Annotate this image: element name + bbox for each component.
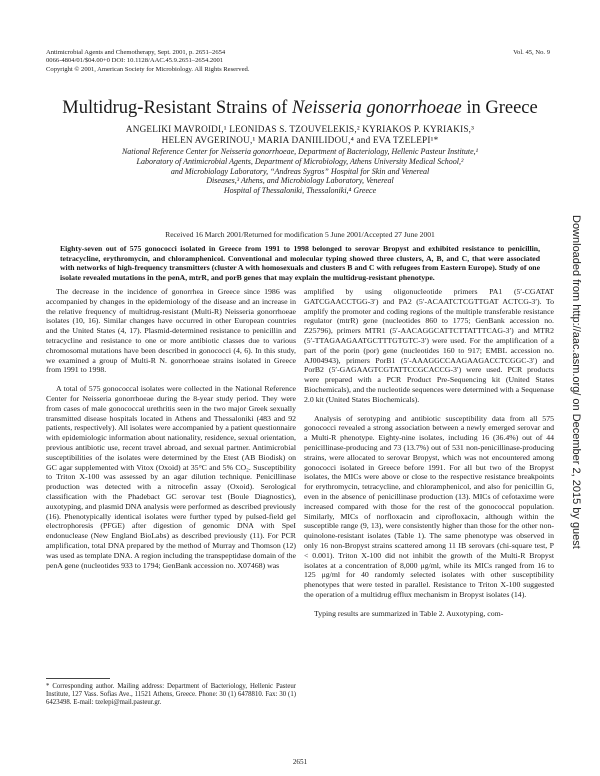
title-pre: Multidrug-Resistant Strains of: [62, 98, 292, 118]
download-watermark: [570, 215, 590, 675]
received-dates: Received 16 March 2001/Returned for modification 5 June 2001/Accepted 27 June 2001: [165, 230, 435, 239]
running-header: [46, 49, 249, 74]
author-list: [60, 124, 540, 146]
affiliation-line: Diseases,³ Athens, and Microbiology Laboratory, Venereal: [206, 176, 394, 186]
affiliation-line: Hospital of Thessaloniki, Thessaloniki,⁴ Greece: [223, 186, 377, 196]
body-paragraph: A total of 575 gonococcal isolates were collected in the National Reference Center for Neisseria gonorrhoeae during the 8-year study period. They were from cases of male gonococcal urethritis seen in the two major Greek sexually transmitted disease hospitals located in Athens and Thessaloniki (483 and 92 patients, respectively). All isolates were accompanied by a patient questionnaire with epidemiologic information about nationality, residence, sexual orientation, previous antibiotic use, recent travel abroad, and sexual partner. Antimicrobial susceptibilities of the isolates were determined by the Etest (AB Biodisk) on GC agar supplemented with Vitox (Oxoid) at 35°C and 5% CO₂. Susceptibility to Triton X-100 was assessed by an agar dilution technique. Penicillinase production was detected with a nitrocefin assay (Oxoid). Serological classification with the Phadebact GC serovar test (Boule Diagnostics), auxotyping, and plasmid DNA analysis were performed as described previously (16). Phenotypically identical isolates were further typed by pulsed-field gel electrophoresis (PFGE) after digestion of genomic DNA with SpeI endonuclease (New England BioLabs) as described previously (11). For PCR amplification, total DNA prepared by the method of Murray and Thomson (12) was used as template DNA. A region including the transpeptidase domain of the penA gene (nucleotides 933 to 1794; GenBank accession no. X07468) was: [46, 384, 296, 570]
title-post: in Greece: [461, 98, 538, 118]
affiliations: [60, 147, 540, 196]
body-paragraph: The decrease in the incidence of gonorrhea in Greece since 1986 was accompanied by changes in the epidemiology of the disease and an increase in the relative frequency of multidrug-resistant (Multi-R) Neisseria gonorrhoeae isolates (10, 16). Similar changes have occurred in other European countries and the United States (4, 17). Plasmid-determined resistance to penicillin and tetracycline and resistance to one or more antibiotic classes due to various chromosomal mutations have been described in gonococci (4, 6). In this study, we examined a group of Multi-R N. gonorrhoeae strains isolated in Greece from 1991 to 1998.: [46, 287, 296, 375]
body-paragraph: Typing results are summarized in Table 2. Auxotyping, com-: [314, 608, 504, 618]
body-paragraph: Analysis of serotyping and antibiotic susceptibility data from all 575 gonococci revealed a strong association between a newly emerged serovar and a Multi-R phenotype. Eighty-nine isolates, including 16 (36.4%) out of 44 penicillinase-producing and 73 (13.7%) out of 531 non-penicillinase-producing strains, were allocated to serovar Bropyst, which was not encountered among gonococci isolated in Greece before 1991. For all but two of the Bropyst isolates, the MICs were above or close to the respective resistance breakpoints for erythromycin, tetracycline, and chloramphenicol, and also for penicillin G, even in the absence of penicillinase production (13). MICs of cefotaxime were increased compared with those for the rest of the gonococcal population. Similarly, MICs of norfloxacin and ciprofloxacin, although within the susceptible range (9, 13), were consistently higher than those for the other non-quinolone-resistant isolates (Table 1). The same phenotype was observed in only 16 non-Bropyst strains scattered among 11 IB serovars (chi-square test, P < 0.001). Triton X-100 did not inhibit the growth of the Multi-R Bropyst isolates at a concentration of 8,000 μg/ml, while its MICs ranged from 16 to 125 μg/ml for 40 randomly selected isolates with other susceptibility phenotypes that were tested in parallel. Resistance to Triton X-100 suggested the operation of a multidrug efflux mechanism in Bropyst isolates (14).: [304, 413, 554, 599]
title-organism: Neisseria gonorrhoeae: [291, 98, 462, 118]
article-title: [0, 97, 600, 119]
download-watermark-text: Downloaded from http://aac.asm.org/ on December 2, 2015 by guest: [570, 215, 582, 549]
authors-line-2: HELEN AVGERINOU,¹ MARIA DANIILIDOU,⁴ and EVA TZELEPI¹*: [161, 135, 439, 145]
footnote-divider: [46, 678, 110, 679]
affiliation-line: National Reference Center for Neisseria gonorrhoeae, Department of Bacteriology, Hellenic Pasteur Institute,¹: [121, 147, 479, 156]
journal-citation: Antimicrobial Agents and Chemotherapy, Sept. 2001, p. 2651–2654: [46, 49, 226, 56]
page-number: 2651: [292, 758, 308, 766]
corresponding-author-footnote: [46, 678, 296, 708]
affiliation-line: and Microbiology Laboratory, “Andreas Sygros” Hospital for Skin and Venereal: [170, 166, 430, 176]
abstract: Eighty-seven out of 575 gonococci isolated in Greece from 1991 to 1998 belonged to serovar Bropyst and exhibited resistance to penicillin, tetracycline, erythromycin, and chloramphenicol. Conventional and molecular typing showed three clusters, A, B, and C, that were associated with networks of high-frequency transmitters (cluster A with homosexuals and clusters B and C with refugees from Eastern Europe). Study of one isolate revealed mutations in the penA, mtrR, and porB genes that may explain the multidrug-resistant phenotype.: [60, 244, 540, 282]
volume-issue: Vol. 45, No. 9: [513, 49, 550, 56]
body-column-right: [304, 287, 554, 619]
issn-doi: 0066-4804/01/$04.00+0 DOI: 10.1128/AAC.45.9.2651–2654.2001: [46, 57, 224, 65]
body-paragraph: amplified by using oligonucleotide primers PA1 (5′-CGATAT GATCGAACCTGG-3′) and PA2 (5′-ACAATCTCGTTGAT ACTCG-3′). To amplify the promoter and coding regions of the multiple transferable resistance regulator (mtrR) gene (nucleotides 860 to 1775; GenBank accession no. Z25796), primers MTR1 (5′-AACAGGCATTCTTATTTCAG-3′) and MTR2 (5′-TTAGAAGAATGCTTTGTGTC-3′) were used. For the amplification of a part of the porin (por) gene (nucleotides 160 to 917; EMBL accession no. AJ004943), primers PorB1 (5′-AAAGGCCAAGAAGACCTCGGC-3′) and PorB2 (5′-GAGAAGTCGTATTCCGCACCG-3′) were used. PCR products were prepared with a PCR Product Pre-Sequencing kit (United States Biochemicals), and the nucleotide sequences were determined with a Sequenase 2.0 kit (United States Biochemicals).: [304, 287, 554, 404]
copyright-line: Copyright © 2001, American Society for Microbiology. All Rights Reserved.: [46, 65, 250, 73]
authors-line-1: ANGELIKI MAVROIDI,¹ LEONIDAS S. TZOUVELEKIS,² KYRIAKOS P. KYRIAKIS,³: [125, 124, 475, 134]
footnote-text: * Corresponding author. Mailing address: Department of Bacteriology, Hellenic Pasteur Institute, 127 Vass. Sofias Ave., 11521 Athens, Greece. Phone: 30 (1) 6478810. Fax: 30 (1) 6423498. E-mail: tzelepi@mail.pasteur.gr.: [46, 683, 296, 707]
body-column-left: [46, 287, 296, 570]
affiliation-line: Laboratory of Antimicrobial Agents, Department of Microbiology, Athens University Medical School,²: [136, 156, 464, 166]
